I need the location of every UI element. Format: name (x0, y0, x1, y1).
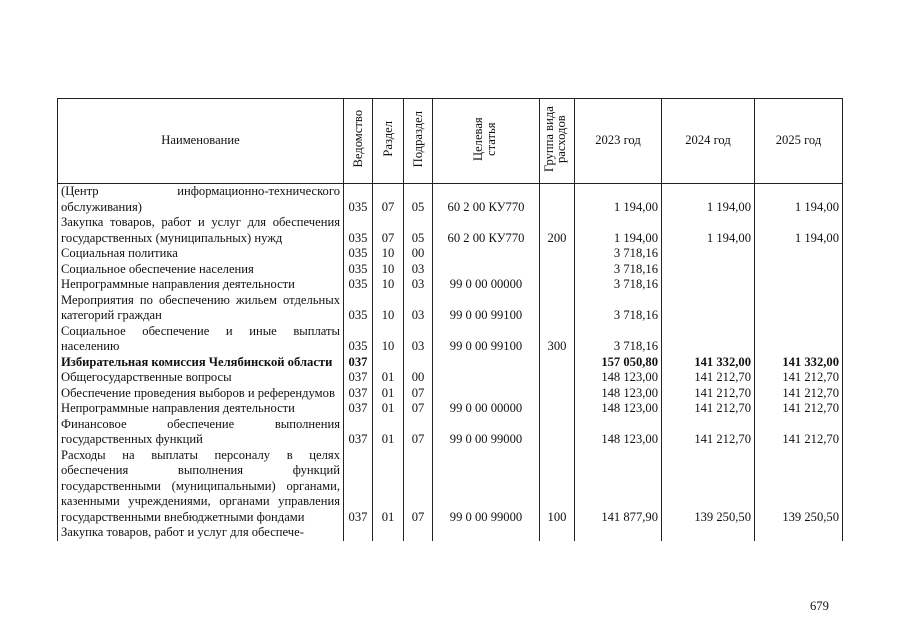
table-row (58, 324, 843, 355)
row-group (540, 386, 575, 402)
row-subsection (404, 355, 433, 371)
row-group (540, 370, 575, 386)
header-2024: 2024 год (662, 99, 755, 184)
row-2024: 1 194,00 (662, 184, 755, 216)
row-2024: 141 212,70 (662, 401, 755, 417)
row-name: Избирательная комиссия Челябинской области (58, 355, 344, 371)
row-dept: 037 (344, 401, 373, 417)
table-row (58, 525, 843, 541)
row-section: 01 (373, 448, 404, 526)
row-section: 07 (373, 184, 404, 216)
table-row (58, 293, 843, 324)
row-2023: 148 123,00 (575, 370, 662, 386)
row-2024 (662, 246, 755, 262)
row-2024: 141 332,00 (662, 355, 755, 371)
table-header-row (58, 99, 843, 184)
header-group: Группа вида расходов (540, 99, 575, 184)
row-name: Закупка товаров, работ и услуг для обеспече- (58, 525, 344, 541)
row-dept: 037 (344, 448, 373, 526)
row-2023: 3 718,16 (575, 324, 662, 355)
row-2025 (755, 525, 843, 541)
table-row (58, 370, 843, 386)
row-group (540, 417, 575, 448)
row-dept: 037 (344, 417, 373, 448)
row-subsection: 00 (404, 246, 433, 262)
row-dept: 037 (344, 370, 373, 386)
row-2025 (755, 324, 843, 355)
row-section: 01 (373, 401, 404, 417)
row-name: Мероприятия по обеспечению жильем отдельных категорий граждан (58, 293, 344, 324)
row-group (540, 277, 575, 293)
row-subsection: 07 (404, 386, 433, 402)
row-2025 (755, 293, 843, 324)
table-row (58, 262, 843, 278)
row-section: 01 (373, 370, 404, 386)
row-target: 99 0 00 99100 (433, 324, 540, 355)
row-2023: 3 718,16 (575, 293, 662, 324)
row-name: Социальная политика (58, 246, 344, 262)
row-2024 (662, 277, 755, 293)
table-row (58, 277, 843, 293)
row-name: (Центр информационно-технического обслуживания) (58, 184, 344, 216)
row-2025: 1 194,00 (755, 184, 843, 216)
row-target (433, 246, 540, 262)
row-target (433, 262, 540, 278)
table-row (58, 246, 843, 262)
row-name: Закупка товаров, работ и услуг для обеспечения государственных (муниципальных) нужд (58, 215, 344, 246)
row-group (540, 293, 575, 324)
row-dept: 035 (344, 246, 373, 262)
row-group (540, 184, 575, 216)
row-section: 01 (373, 417, 404, 448)
row-2024 (662, 262, 755, 278)
row-target (433, 386, 540, 402)
row-2023: 148 123,00 (575, 417, 662, 448)
row-subsection: 07 (404, 448, 433, 526)
row-2023: 141 877,90 (575, 448, 662, 526)
row-2023 (575, 525, 662, 541)
row-section (373, 355, 404, 371)
row-subsection: 03 (404, 293, 433, 324)
row-2024 (662, 293, 755, 324)
row-2024: 1 194,00 (662, 215, 755, 246)
table-row (58, 448, 843, 526)
row-dept: 035 (344, 293, 373, 324)
table-row (58, 215, 843, 246)
row-group: 300 (540, 324, 575, 355)
row-2023: 148 123,00 (575, 401, 662, 417)
row-target: 99 0 00 99000 (433, 448, 540, 526)
row-2023: 148 123,00 (575, 386, 662, 402)
row-2023: 1 194,00 (575, 215, 662, 246)
row-subsection (404, 525, 433, 541)
row-group: 100 (540, 448, 575, 526)
row-target: 99 0 00 99000 (433, 417, 540, 448)
row-target: 99 0 00 00000 (433, 401, 540, 417)
row-2025: 141 212,70 (755, 370, 843, 386)
header-section: Раздел (373, 99, 404, 184)
header-dept: Ведомство (344, 99, 373, 184)
row-2025: 139 250,50 (755, 448, 843, 526)
row-group (540, 525, 575, 541)
row-name: Финансовое обеспечение выполнения государственных функций (58, 417, 344, 448)
row-section: 10 (373, 246, 404, 262)
table-row (58, 401, 843, 417)
row-subsection: 07 (404, 417, 433, 448)
row-section (373, 525, 404, 541)
row-subsection: 03 (404, 262, 433, 278)
row-2023: 3 718,16 (575, 277, 662, 293)
row-2023: 3 718,16 (575, 262, 662, 278)
row-dept: 035 (344, 324, 373, 355)
row-subsection: 03 (404, 277, 433, 293)
row-dept (344, 525, 373, 541)
row-group (540, 262, 575, 278)
row-2024: 141 212,70 (662, 386, 755, 402)
row-group (540, 246, 575, 262)
row-dept: 035 (344, 215, 373, 246)
row-2025: 141 212,70 (755, 417, 843, 448)
row-2025: 141 212,70 (755, 386, 843, 402)
table-row (58, 417, 843, 448)
row-subsection: 03 (404, 324, 433, 355)
header-2023: 2023 год (575, 99, 662, 184)
row-2025: 141 332,00 (755, 355, 843, 371)
header-subsection: Подраздел (404, 99, 433, 184)
header-2025: 2025 год (755, 99, 843, 184)
row-subsection: 05 (404, 184, 433, 216)
row-dept: 035 (344, 277, 373, 293)
row-2025: 1 194,00 (755, 215, 843, 246)
page-number: 679 (810, 599, 829, 613)
row-section: 10 (373, 293, 404, 324)
row-name: Расходы на выплаты персоналу в целях обеспечения выполнения функций государственными (муниципальными) органами, казенными учреждениями, органами управления государственными внебюджетными фондами (58, 448, 344, 526)
row-2025 (755, 277, 843, 293)
row-dept: 035 (344, 184, 373, 216)
row-2023: 3 718,16 (575, 246, 662, 262)
row-target (433, 370, 540, 386)
budget-table (57, 98, 843, 541)
row-2025: 141 212,70 (755, 401, 843, 417)
row-section: 07 (373, 215, 404, 246)
row-target (433, 525, 540, 541)
row-section: 01 (373, 386, 404, 402)
table-row (58, 355, 843, 371)
row-target: 60 2 00 КУ770 (433, 184, 540, 216)
row-subsection: 05 (404, 215, 433, 246)
row-target: 60 2 00 КУ770 (433, 215, 540, 246)
row-group (540, 401, 575, 417)
row-name: Общегосударственные вопросы (58, 370, 344, 386)
row-subsection: 00 (404, 370, 433, 386)
row-2023: 1 194,00 (575, 184, 662, 216)
row-2024 (662, 525, 755, 541)
table-row (58, 386, 843, 402)
row-target: 99 0 00 00000 (433, 277, 540, 293)
row-2023: 157 050,80 (575, 355, 662, 371)
row-section: 10 (373, 262, 404, 278)
row-group: 200 (540, 215, 575, 246)
row-target (433, 355, 540, 371)
row-2024: 141 212,70 (662, 370, 755, 386)
row-group (540, 355, 575, 371)
row-target: 99 0 00 99100 (433, 293, 540, 324)
row-name: Социальное обеспечение населения (58, 262, 344, 278)
row-2025 (755, 262, 843, 278)
row-name: Обеспечение проведения выборов и референдумов (58, 386, 344, 402)
row-name: Непрограммные направления деятельности (58, 401, 344, 417)
row-name: Социальное обеспечение и иные выплаты населению (58, 324, 344, 355)
row-2025 (755, 246, 843, 262)
row-section: 10 (373, 324, 404, 355)
row-dept: 035 (344, 262, 373, 278)
row-name: Непрограммные направления деятельности (58, 277, 344, 293)
header-target: Целевая статья (433, 99, 540, 184)
row-subsection: 07 (404, 401, 433, 417)
row-2024 (662, 324, 755, 355)
table-row (58, 184, 843, 216)
row-2024: 141 212,70 (662, 417, 755, 448)
row-dept: 037 (344, 355, 373, 371)
row-2024: 139 250,50 (662, 448, 755, 526)
row-section: 10 (373, 277, 404, 293)
header-name: Наименование (58, 99, 344, 184)
row-dept: 037 (344, 386, 373, 402)
